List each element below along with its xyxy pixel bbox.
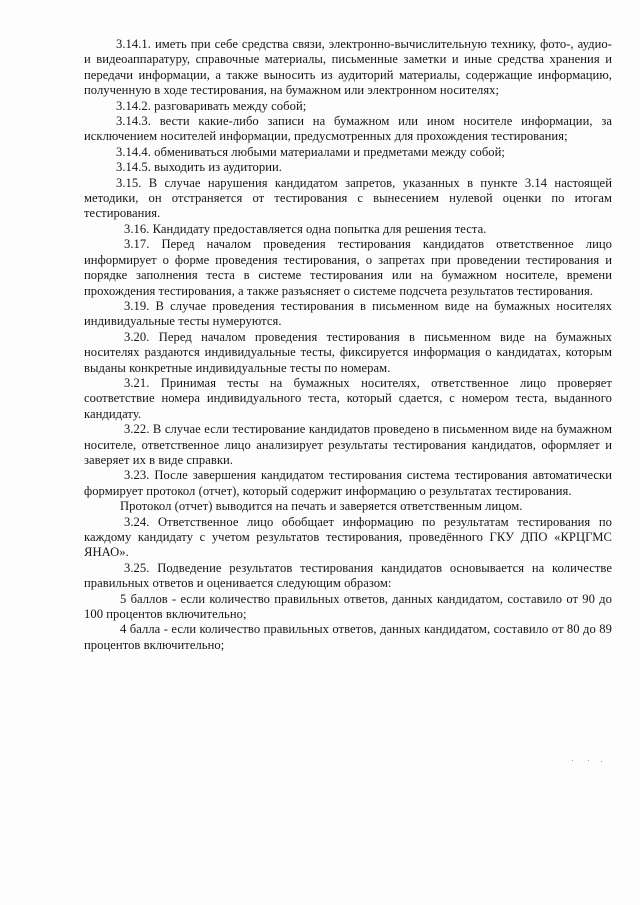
paragraph-3-14-1: 3.14.1. иметь при себе средства связи, электронно-вычислительную технику, фото-, аудио- и видеоаппаратуру, справочные материалы, письменные заметки и иные средства хранения и передачи информации, а также выносить из аудиторий материалы, содержащие информацию, полученную в ходе тестирования, на бумажном или электронном носителях; xyxy=(84,37,612,98)
scan-speck xyxy=(588,760,589,761)
paragraph-3-24: 3.24. Ответственное лицо обобщает информацию по результатам тестирования по каждому кандидату с учетом результатов тестирования, проведённого ГКУ ДПО «КРЦГМС ЯНАО». xyxy=(84,514,612,560)
scan-speck xyxy=(572,760,573,761)
paragraph-3-14-3: 3.14.3. вести какие-либо записи на бумажном или ином носителе информации, за исключением носителей информации, предусмотренных для прохождения тестирования; xyxy=(84,114,612,144)
paragraph-3-19: 3.19. В случае проведения тестирования в письменном виде на бумажных носителях индивидуальные тесты нумеруются. xyxy=(84,298,612,329)
document-body xyxy=(84,37,612,653)
paragraph-3-14-4: 3.14.4. обмениваться любыми материалами и предметами между собой; xyxy=(116,144,505,159)
paragraph-protocol: Протокол (отчет) выводится на печать и заверяется ответственным лицом. xyxy=(120,499,523,514)
grade-4-points: 4 балла - если количество правильных ответов, данных кандидатом, составило от 80 до 89 процентов включительно; xyxy=(84,622,612,652)
paragraph-3-14-5: 3.14.5. выходить из аудитории. xyxy=(116,160,283,175)
paragraph-3-20: 3.20. Перед началом проведения тестирования в письменном виде на бумажных носителях раздаются индивидуальные тесты, фиксируется информация о кандидатах, которым выданы конкретные индивидуальные тесты по номерам. xyxy=(84,329,612,375)
paragraph-3-21: 3.21. Принимая тесты на бумажных носителях, ответственное лицо проверяет соответствие номера индивидуального теста, который сдается, с номером теста, выданного кандидату. xyxy=(84,375,612,421)
scan-speck xyxy=(601,761,602,762)
paragraph-3-23: 3.23. После завершения кандидатом тестирования система тестирования автоматически формирует протокол (отчет), который содержит информацию о результатах тестирования. xyxy=(84,468,612,498)
paragraph-3-17: 3.17. Перед началом проведения тестирования кандидатов ответственное лицо информирует о форме проведения тестирования, о запретах при проведении тестирования и порядке заполнения теста в системе тестирования или на бумажном носителе, времени прохождения тестирования, а также разъясняет о системе подсчета результатов тестирования. xyxy=(84,237,612,298)
paragraph-3-15: 3.15. В случае нарушения кандидатом запретов, указанных в пункте 3.14 настоящей методики, он отстраняется от тестирования с вынесением нулевой оценки по итогам тестирования. xyxy=(84,175,612,221)
paragraph-3-25: 3.25. Подведение результатов тестирования кандидатов основывается на количестве правильных ответов и оценивается следующим образом: xyxy=(84,560,612,591)
grade-5-points: 5 баллов - если количество правильных ответов, данных кандидатом, составило от 90 до 100 процентов включительно; xyxy=(84,591,612,622)
paragraph-3-16: 3.16. Кандидату предоставляется одна попытка для решения теста. xyxy=(124,221,487,236)
paragraph-3-22: 3.22. В случае если тестирование кандидатов проведено в письменном виде на бумажном носителе, ответственное лицо анализирует результаты тестирования кандидатов, оформляет и заверяет их в виде справки. xyxy=(84,422,612,467)
paragraph-3-14-2: 3.14.2. разговаривать между собой; xyxy=(116,98,307,113)
